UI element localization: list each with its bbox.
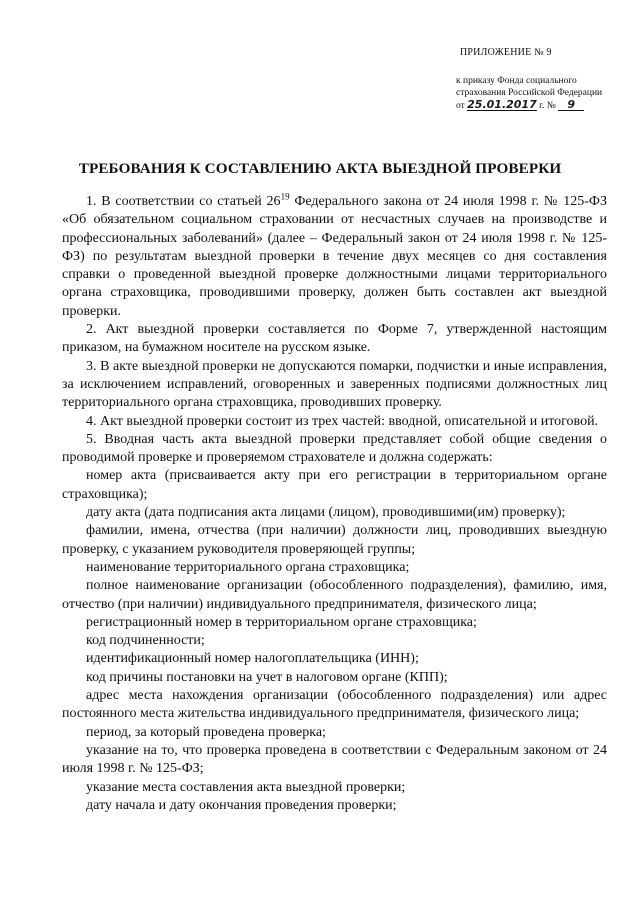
list-item: период, за который проведена проверка; bbox=[86, 724, 326, 740]
order-year-suffix: г. № bbox=[539, 101, 556, 111]
paragraph-1: 1. В соответствии со статьей $26^{19}$ Федерального закона от 24 июля 1998 г. № 125-ФЗ «Об обязательном социальном страховании от несчастных случаев на производстве и профессиональных заболеваний» (далее – Федеральный закон от 24 июля 1998 г. № 125-ФЗ) по результатам выездной проверки в течение двух месяцев со дня составления справки о проведенной выездной проверке должностными лицами территориального органа страховщика, проводившими проверку, должен быть составлен акт выездной проверки. bbox=[62, 191, 607, 319]
list-item: фамилии, имена, отчества (при наличии) должности лиц, проводивших выездную проверку, с указанием руководителя проверяющей группы; bbox=[62, 523, 607, 557]
list-item: регистрационный номер в территориальном органе страховщика; bbox=[86, 614, 477, 630]
list-item: номер акта (присваивается акту при его регистрации в территориальном органе страховщика); bbox=[62, 468, 607, 502]
list-item: указание места составления акта выездной проверки; bbox=[86, 779, 406, 795]
list-item: полное наименование организации (обособленного подразделения), фамилию, имя, отчество (при наличии) индивидуального предпринимателя, физического лица; bbox=[62, 578, 607, 612]
list-item: код причины постановки на учет в налоговом органе (КПП); bbox=[86, 669, 448, 685]
paragraph: 4. Акт выездной проверки состоит из трех частей: вводной, описательной и итоговой. bbox=[86, 413, 599, 429]
list-item: код подчиненности; bbox=[86, 633, 205, 649]
order-line-1: к приказу Фонда социального bbox=[456, 76, 577, 86]
order-reference bbox=[456, 75, 626, 112]
article-superscript: 19 bbox=[280, 191, 290, 202]
handwritten-number: 9 bbox=[558, 99, 584, 111]
list-item: идентификационный номер налогоплательщика (ИНН); bbox=[86, 651, 419, 667]
document-title: ТРЕБОВАНИЯ К СОСТАВЛЕНИЮ АКТА ВЫЕЗДНОЙ ПРОВЕРКИ bbox=[78, 160, 562, 177]
paragraph: 2. Акт выездной проверки составляется по Форме 7, утвержденной настоящим приказом, на бумажном носителе на русском языке. bbox=[62, 322, 607, 356]
order-from: от bbox=[456, 101, 465, 111]
paragraph: 3. В акте выездной проверки не допускаются помарки, подчистки и иные исправления, за исключением исправлений, оговоренных и заверенных подписями должностных лиц территориального органа страховщика, проводивших проверку. bbox=[62, 358, 607, 411]
list-item: дату начала и дату окончания проведения проверки; bbox=[86, 797, 397, 813]
paragraph: 5. Вводная часть акта выездной проверки представляет собой общие сведения о проводимой проверке и проверяемом страхователе и должна содержать: bbox=[62, 431, 607, 466]
list-item: дату акта (дата подписания акта лицами (лицом), проводившими(им) проверку); bbox=[86, 505, 566, 521]
handwritten-date: 25.01.2017 bbox=[467, 98, 537, 111]
appendix-label: ПРИЛОЖЕНИЕ № 9 bbox=[460, 47, 552, 58]
order-line-2: страхования Российской Федерации bbox=[456, 88, 603, 98]
list-item: адрес места нахождения организации (обособленного подразделения) или адрес постоянного места жительства индивидуального предпринимателя, физического лица; bbox=[62, 688, 607, 722]
list-item: наименование территориального органа страховщика; bbox=[86, 559, 410, 575]
list-item: указание на то, что проверка проведена в соответствии с Федеральным законом от 24 июля 1998 г. № 125-ФЗ; bbox=[62, 742, 607, 777]
order-date-line bbox=[456, 99, 626, 112]
document-body bbox=[62, 193, 607, 815]
